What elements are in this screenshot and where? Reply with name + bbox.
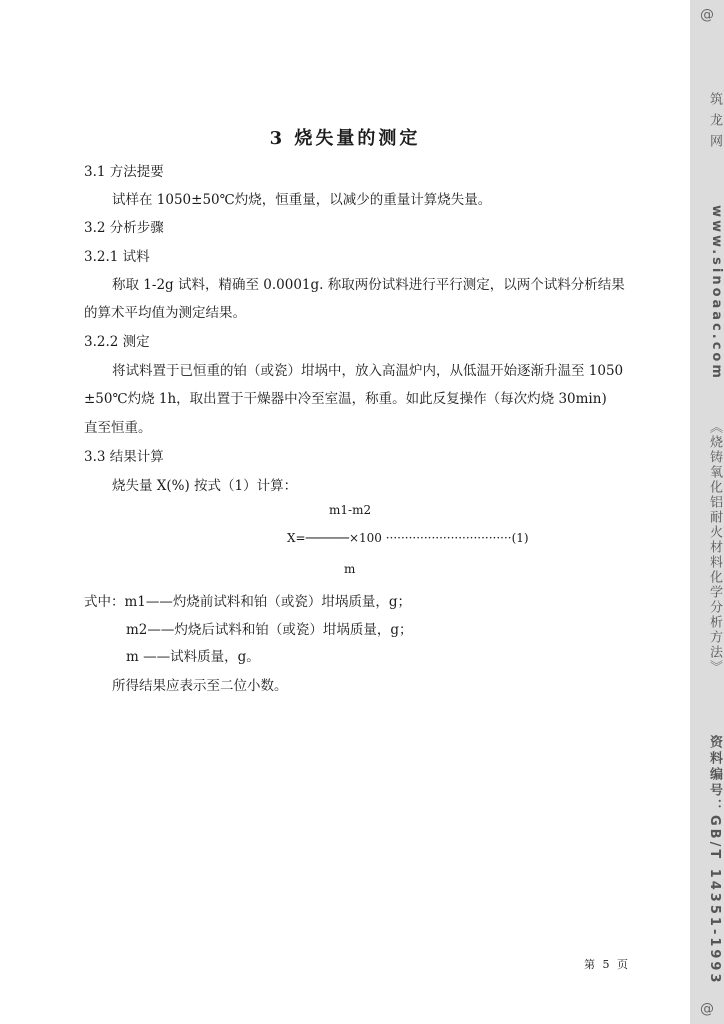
conclusion-text: 所得结果应表示至二位小数。 xyxy=(112,678,288,694)
section-title: 3 烧失量的测定 xyxy=(269,128,421,149)
section-3-2-1-body-line1: 称取 1-2g 试料，精确至 0.0001g. 称取两份试料进行平行测定，以两个试料分析结果 xyxy=(112,277,625,293)
section-3-3-heading: 3.3 结果计算 xyxy=(84,449,164,465)
section-3-2-1-heading: 3.2.1 试料 xyxy=(84,249,150,265)
page-number: 第 5 页 xyxy=(584,958,630,971)
sidebar-doc-code: 资料编号：GB/T 14351-1993 xyxy=(707,735,722,986)
section-3-2-2-body-line2: ±50℃灼烧 1h，取出置于干燥器中冷至室温，称重。如此反复操作（每次灼烧 30min) xyxy=(84,391,607,407)
legend-m1: 式中：m1——灼烧前试料和铂（或瓷）坩埚质量，g； xyxy=(84,594,412,610)
watermark-sidebar xyxy=(690,0,724,1024)
section-3-3-body: 烧失量 X(%) 按式（1）计算： xyxy=(112,478,298,494)
section-3-2-2-body-line1: 将试料置于已恒重的铂（或瓷）坩埚中，放入高温炉内，从低温开始逐渐升温至 1050 xyxy=(112,363,624,379)
sidebar-book-title: 《烧铸氧化铝耐火材料化学分析方法》 xyxy=(707,420,722,675)
at-sign-mark-bottom: @ xyxy=(700,1001,714,1017)
sidebar-site-url: www.sinoaac.com xyxy=(709,205,724,381)
legend-m2: m2——灼烧后试料和铂（或瓷）坩埚质量，g； xyxy=(126,622,413,638)
legend-m: m ——试料质量，g。 xyxy=(126,649,260,665)
section-3-2-2-heading: 3.2.2 测定 xyxy=(84,334,150,350)
sidebar-site-name: 筑 龙 网 xyxy=(707,92,722,150)
section-3-2-heading: 3.2 分析步骤 xyxy=(84,220,164,236)
section-3-1-heading: 3.1 方法提要 xyxy=(84,164,164,180)
section-3-1-body: 试样在 1050±50℃灼烧，恒重量，以减少的重量计算烧失量。 xyxy=(112,192,492,208)
formula-denominator: m xyxy=(344,562,356,576)
section-3-2-2-body-line3: 直至恒重。 xyxy=(84,420,152,436)
section-3-2-1-body-line2: 的算术平均值为测定结果。 xyxy=(84,305,246,321)
at-sign-mark-top: @ xyxy=(700,7,714,23)
formula-main-line: X=──────×100 ·································(1) xyxy=(287,531,529,545)
formula-numerator: m1-m2 xyxy=(329,503,372,517)
